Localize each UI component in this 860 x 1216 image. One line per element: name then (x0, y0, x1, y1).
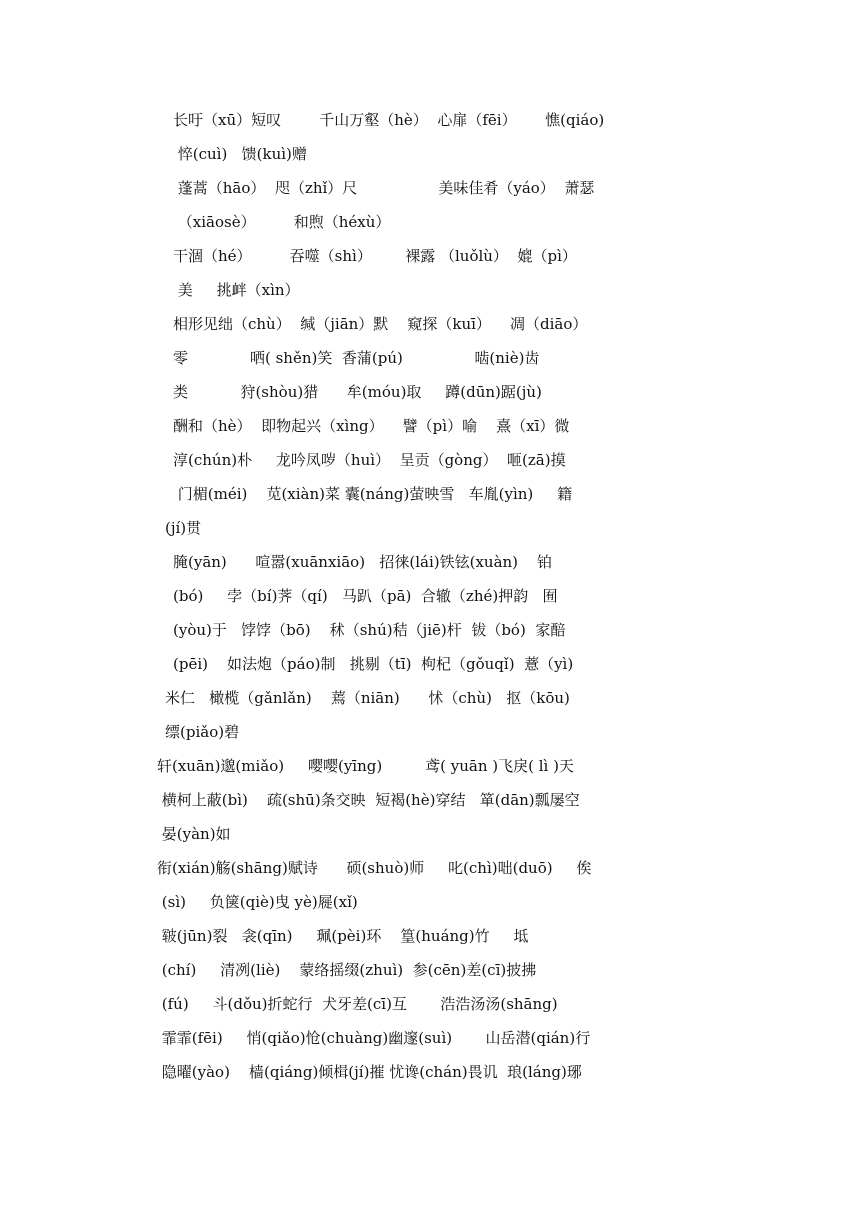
text-line-16: (yòu)于 饽饽（bō) 秫（shú)秸（jiē)杆 钹（bó) 家醅 (173, 621, 566, 639)
text-line-25: 皲(jūn)裂 衾(qīn) 珮(pèi)环 篁(huáng)竹 坻 (157, 927, 529, 945)
text-line-1: 长吁（xū）短叹 千山万壑（hè） 心扉（fēi） 憔(qiáo) (173, 111, 605, 129)
text-line-3: 蓬蒿（hāo） 咫（zhǐ）尺 美味佳肴（yáo） 萧瑟 (173, 179, 595, 197)
text-line-17: (pēi) 如法炮（páo)制 挑剔（tī) 枸杞（gǒuqǐ) 薏（yì) (173, 655, 574, 673)
text-line-19: 缥(piǎo)碧 (165, 723, 240, 741)
text-line-15: (bó) 孛（bí)荠（qí) 马趴（pā) 合辙（zhé)押韵 囿 (173, 587, 558, 605)
text-line-28: 霏霏(fēi) 悄(qiǎo)怆(chuàng)幽邃(suì) 山岳潜(qián)行 (157, 1029, 591, 1047)
text-line-7: 相形见绌（chù） 缄（jiān）默 窥探（kuī） 凋（diāo） (173, 315, 588, 333)
text-line-5: 干涸（hé） 吞噬（shì） 裸露 （luǒlù） 媲（pì） (173, 247, 577, 265)
text-line-21: 横柯上蔽(bì) 疏(shū)条交映 短褐(hè)穿结 箪(dān)瓢屡空 (157, 791, 580, 809)
text-line-12: 门楣(méi) 苋(xiàn)菜 囊(náng)萤映雪 车胤(yìn) 籍 (173, 485, 573, 503)
text-line-18: 米仁 橄榄（gǎnlǎn) 蔫（niān) 怵（chù) 抠（kōu) (165, 689, 570, 707)
text-line-22: 晏(yàn)如 (157, 825, 231, 843)
text-line-6: 美 挑衅（xìn） (173, 281, 300, 299)
text-line-27: (fú) 斗(dǒu)折蛇行 犬牙差(cī)互 浩浩汤汤(shāng) (157, 995, 558, 1013)
text-line-14: 腌(yān) 喧嚣(xuānxiāo) 招徕(lái)铁铉(xuàn) 铂 (173, 553, 553, 571)
text-line-26: (chí) 清冽(liè) 蒙络摇缀(zhuì) 参(cēn)差(cī)披拂 (157, 961, 537, 979)
text-line-9: 类 狩(shòu)猎 牟(móu)取 蹲(dūn)踞(jù) (173, 383, 542, 401)
text-line-2: 悴(cuì) 馈(kuì)赠 (173, 145, 307, 163)
text-line-13: (jí)贯 (165, 519, 202, 537)
text-line-10: 酬和（hè） 即物起兴（xìng） 譬（pì）喻 熹（xī）微 (173, 417, 570, 435)
text-line-8: 零 哂( shěn)笑 香蒲(pú) 啮(niè)齿 (173, 349, 540, 367)
text-line-23: 衔(xián)觞(shāng)赋诗 硕(shuò)师 叱(chì)咄(duō) 俟 (157, 859, 592, 877)
text-line-20: 轩(xuān)邈(miǎo) 嘤嘤(yīng) 鸢( yuān )飞戾( lì )天 (157, 757, 574, 775)
text-line-4: （xiāosè） 和煦（héxù） (173, 213, 391, 231)
text-line-24: (sì) 负箧(qiè)曳 yè)屣(xǐ) (157, 893, 358, 911)
text-line-29: 隐曜(yào) 樯(qiáng)倾楫(jí)摧 忧谗(chán)畏讥 琅(láng)琊 (157, 1063, 582, 1081)
text-line-11: 淳(chún)朴 龙吟凤哕（huì） 呈贡（gòng） 咂(zā)摸 (173, 451, 566, 469)
